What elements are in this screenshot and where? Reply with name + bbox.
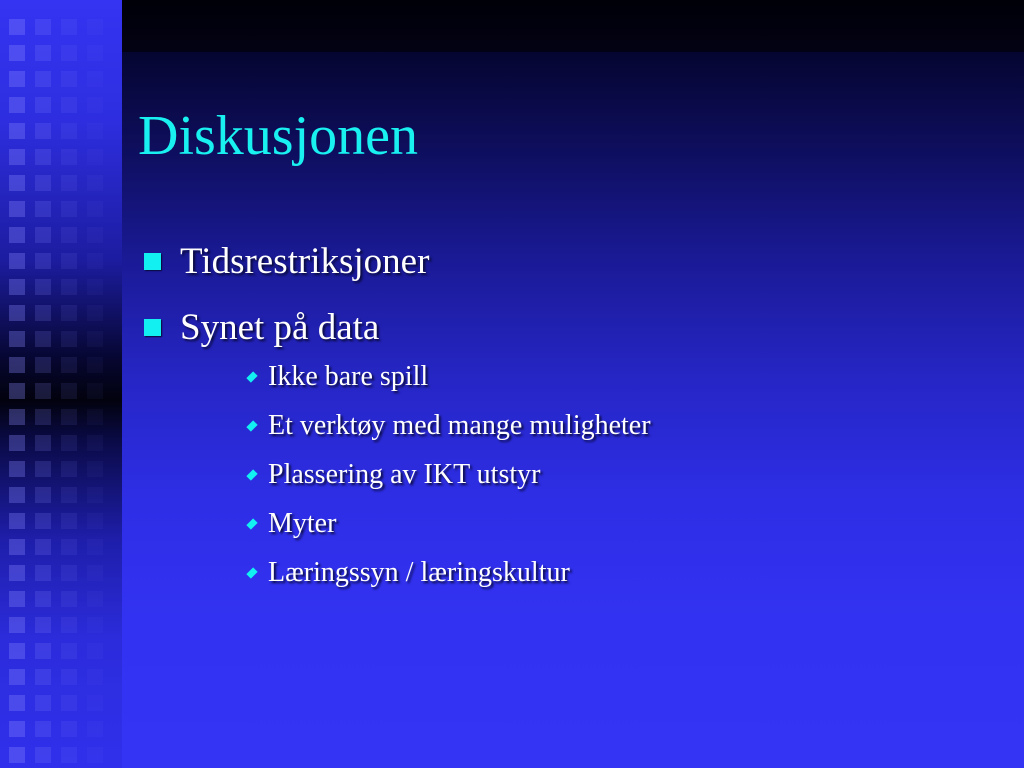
- diamond-bullet-icon: [246, 469, 257, 480]
- sidebar-square: [9, 279, 25, 295]
- sidebar-square: [35, 721, 51, 737]
- diamond-bullet-icon: [246, 371, 257, 382]
- left-sidebar-decoration: [0, 0, 122, 768]
- sidebar-square: [61, 227, 77, 243]
- sidebar-square: [9, 357, 25, 373]
- sidebar-square: [87, 227, 103, 243]
- sidebar-square: [61, 565, 77, 581]
- sidebar-square: [61, 175, 77, 191]
- sidebar-square: [61, 305, 77, 321]
- sidebar-square: [35, 253, 51, 269]
- sidebar-square: [9, 123, 25, 139]
- sidebar-square: [35, 669, 51, 685]
- sidebar-square: [9, 201, 25, 217]
- sidebar-square: [35, 45, 51, 61]
- sidebar-square: [87, 435, 103, 451]
- sidebar-square: [87, 71, 103, 87]
- sidebar-square: [9, 227, 25, 243]
- sub-bullet-item: [244, 352, 651, 401]
- sidebar-square: [35, 305, 51, 321]
- sidebar-square: [61, 617, 77, 633]
- sidebar-square: [35, 435, 51, 451]
- sidebar-square: [61, 643, 77, 659]
- sub-bullet-text: Plassering av IKT utstyr: [268, 458, 541, 490]
- sidebar-square: [61, 19, 77, 35]
- sidebar-square: [35, 591, 51, 607]
- sidebar-square: [9, 435, 25, 451]
- sidebar-square: [87, 617, 103, 633]
- sub-bullet-text: Et verktøy med mange muligheter: [268, 409, 651, 441]
- sidebar-square: [9, 331, 25, 347]
- sidebar-square: [35, 19, 51, 35]
- sidebar-square: [61, 383, 77, 399]
- sidebar-square: [9, 97, 25, 113]
- sidebar-square: [87, 19, 103, 35]
- bullet-text: Synet på data: [180, 306, 380, 348]
- diamond-bullet-icon: [246, 567, 257, 578]
- sidebar-square: [61, 201, 77, 217]
- sidebar-square: [87, 721, 103, 737]
- sub-bullet-item: [244, 548, 651, 597]
- sidebar-square: [87, 331, 103, 347]
- sidebar-square: [35, 747, 51, 763]
- sidebar-square: [9, 409, 25, 425]
- sidebar-square: [87, 201, 103, 217]
- sidebar-square: [35, 461, 51, 477]
- sidebar-square: [35, 695, 51, 711]
- sidebar-square: [61, 331, 77, 347]
- sidebar-square: [35, 149, 51, 165]
- sidebar-square: [35, 513, 51, 529]
- sidebar-square: [9, 539, 25, 555]
- sidebar-square: [87, 513, 103, 529]
- sidebar-square: [35, 71, 51, 87]
- sidebar-square: [61, 97, 77, 113]
- sidebar-square: [9, 175, 25, 191]
- sub-bullet-item: [244, 450, 651, 499]
- diamond-bullet-icon: [246, 420, 257, 431]
- slide-title: Diskusjonen: [138, 105, 418, 167]
- sidebar-square: [9, 643, 25, 659]
- sidebar-square: [61, 123, 77, 139]
- sub-bullet-list: [244, 352, 651, 597]
- sub-bullet-text: Læringssyn / læringskultur: [268, 556, 570, 588]
- square-bullet-icon: [144, 319, 161, 336]
- sidebar-square: [87, 747, 103, 763]
- sidebar-square: [61, 253, 77, 269]
- sidebar-square: [35, 279, 51, 295]
- sidebar-square: [87, 591, 103, 607]
- top-dark-band: [122, 0, 1024, 52]
- sidebar-square: [87, 357, 103, 373]
- square-bullet-icon: [144, 253, 161, 270]
- sidebar-square: [87, 305, 103, 321]
- sidebar-square: [61, 513, 77, 529]
- sidebar-square: [87, 539, 103, 555]
- sidebar-square: [35, 331, 51, 347]
- bullet-text: Tidsrestriksjoner: [180, 240, 430, 282]
- sidebar-square: [61, 721, 77, 737]
- sidebar-square: [87, 279, 103, 295]
- sidebar-square: [9, 45, 25, 61]
- sidebar-square: [9, 71, 25, 87]
- sidebar-square: [87, 123, 103, 139]
- sidebar-square: [61, 747, 77, 763]
- sidebar-square: [9, 669, 25, 685]
- sidebar-square: [61, 149, 77, 165]
- diamond-bullet-icon: [246, 518, 257, 529]
- bullet-item: [144, 228, 429, 294]
- sidebar-square: [9, 19, 25, 35]
- sidebar-square: [87, 149, 103, 165]
- sidebar-square: [9, 695, 25, 711]
- sidebar-square: [61, 279, 77, 295]
- sidebar-square: [9, 487, 25, 503]
- sidebar-square: [61, 695, 77, 711]
- sidebar-square: [35, 175, 51, 191]
- sidebar-square: [35, 227, 51, 243]
- sidebar-square: [87, 461, 103, 477]
- sidebar-square: [9, 149, 25, 165]
- sidebar-square: [9, 383, 25, 399]
- sub-bullet-item: [244, 499, 651, 548]
- sidebar-square: [87, 565, 103, 581]
- sidebar-square: [87, 175, 103, 191]
- sidebar-square: [87, 695, 103, 711]
- sidebar-square: [9, 591, 25, 607]
- sidebar-square: [87, 643, 103, 659]
- sidebar-square: [9, 565, 25, 581]
- sidebar-square: [61, 435, 77, 451]
- bullet-item: [144, 294, 429, 360]
- sidebar-square: [35, 357, 51, 373]
- sidebar-square: [87, 45, 103, 61]
- sidebar-square: [61, 409, 77, 425]
- sidebar-square: [87, 97, 103, 113]
- bullet-list: [144, 228, 429, 360]
- sidebar-square: [35, 123, 51, 139]
- sidebar-square: [9, 747, 25, 763]
- sidebar-square: [35, 383, 51, 399]
- sidebar-square: [87, 487, 103, 503]
- sub-bullet-text: Ikke bare spill: [268, 360, 429, 392]
- sidebar-square: [35, 409, 51, 425]
- sidebar-square: [61, 539, 77, 555]
- sidebar-square: [35, 617, 51, 633]
- sidebar-square: [35, 487, 51, 503]
- sidebar-square: [9, 461, 25, 477]
- sidebar-square: [35, 565, 51, 581]
- sub-bullet-text: Myter: [268, 507, 337, 539]
- sidebar-square: [35, 97, 51, 113]
- sidebar-square: [61, 71, 77, 87]
- sidebar-squares-pattern: [0, 0, 122, 768]
- sidebar-square: [87, 383, 103, 399]
- sidebar-square: [61, 45, 77, 61]
- sidebar-square: [61, 591, 77, 607]
- sidebar-square: [9, 721, 25, 737]
- sidebar-square: [61, 487, 77, 503]
- sidebar-square: [87, 253, 103, 269]
- sidebar-square: [9, 253, 25, 269]
- sidebar-square: [61, 357, 77, 373]
- sidebar-square: [87, 409, 103, 425]
- sidebar-square: [9, 617, 25, 633]
- sidebar-square: [9, 513, 25, 529]
- sidebar-square: [87, 669, 103, 685]
- sidebar-square: [35, 201, 51, 217]
- sidebar-square: [35, 643, 51, 659]
- sidebar-square: [61, 669, 77, 685]
- sidebar-square: [9, 305, 25, 321]
- sub-bullet-item: [244, 401, 651, 450]
- sidebar-square: [35, 539, 51, 555]
- sidebar-square: [61, 461, 77, 477]
